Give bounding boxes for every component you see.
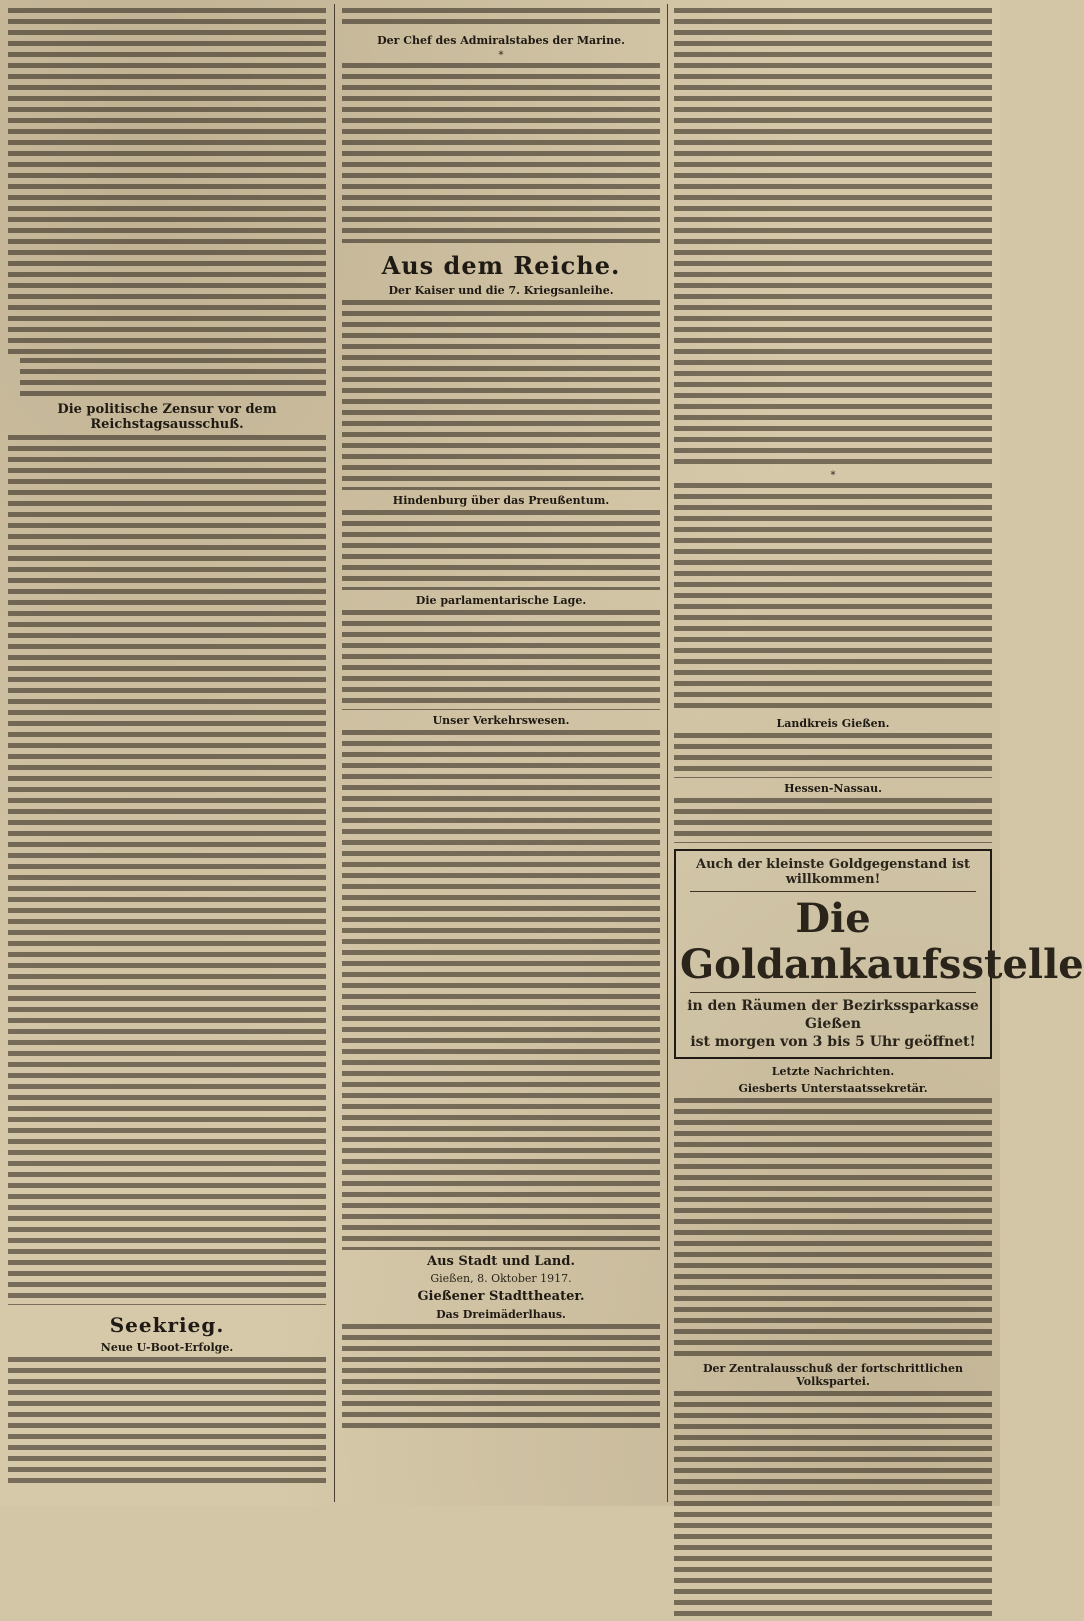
column-rule — [334, 4, 335, 1502]
text-block — [674, 798, 992, 843]
text-block — [342, 610, 660, 710]
headline-zentralausschuss: Der Zentralausschuß der fortschrittlichen Volkspartei. — [702, 1362, 964, 1388]
headline-theater: Gießener Stadttheater. — [417, 1289, 585, 1304]
divider — [690, 992, 976, 993]
gold-purchase-ad — [674, 849, 1084, 1059]
text-block — [342, 510, 660, 590]
text-block — [674, 1098, 992, 1358]
headline-dreimaederlhaus: Das Dreimäderlhaus. — [436, 1308, 566, 1321]
text-block — [674, 8, 992, 468]
headline-reich: Aus dem Reiche. — [381, 251, 621, 280]
headline-landkreis: Landkreis Gießen. — [776, 717, 890, 730]
headline-hessen-nassau: Hessen-Nassau. — [784, 782, 882, 795]
text-block — [342, 730, 660, 1250]
text-block — [8, 1357, 326, 1487]
column-3 — [672, 8, 1084, 1498]
divider — [690, 891, 976, 892]
column-2 — [340, 8, 662, 1498]
headline-verkehr: Unser Verkehrswesen. — [432, 714, 570, 727]
column-1 — [6, 8, 328, 1498]
text-block — [342, 300, 660, 490]
text-block — [342, 8, 660, 30]
headline-kaiser: Der Kaiser und die 7. Kriegsanleihe. — [388, 284, 614, 297]
headline-parlament: Die parlamentarische Lage. — [415, 594, 587, 607]
separator-star: * — [498, 50, 504, 61]
ad-title: Die Goldankaufsstelle — [680, 895, 1084, 988]
text-block — [674, 1391, 992, 1621]
text-block — [342, 1324, 660, 1434]
headline-giesberts: Giesberts Unterstaatssekretär. — [738, 1082, 928, 1095]
ad-top-line: Auch der kleinste Goldgegenstand ist willkommen! — [696, 857, 970, 887]
ad-line-1: in den Räumen der Bezirkssparkasse Gießen — [687, 998, 979, 1032]
text-block — [8, 435, 326, 1305]
text-block — [342, 63, 660, 243]
text-block — [20, 358, 326, 398]
headline-letzte: Letzte Nachrichten. — [771, 1065, 895, 1078]
headline-stadt-land: Aus Stadt und Land. — [427, 1254, 575, 1269]
ad-line-2: ist morgen von 3 bis 5 Uhr geöffnet! — [690, 1034, 976, 1050]
column-rule — [667, 4, 668, 1502]
headline-zensur: Die politische Zensur vor dem Reichstagsausschuß. — [57, 402, 277, 432]
separator-star: * — [830, 470, 836, 481]
headline-chef: Der Chef des Admiralstabes der Marine. — [377, 34, 625, 47]
text-block — [8, 8, 326, 358]
headline-seekrieg: Seekrieg. — [109, 1313, 225, 1337]
headline-uboot: Neue U-Boot-Erfolge. — [100, 1341, 234, 1354]
dateline: Gießen, 8. Oktober 1917. — [430, 1272, 572, 1285]
text-block — [674, 733, 992, 778]
headline-hindenburg: Hindenburg über das Preußentum. — [392, 494, 610, 507]
text-block — [674, 483, 992, 713]
